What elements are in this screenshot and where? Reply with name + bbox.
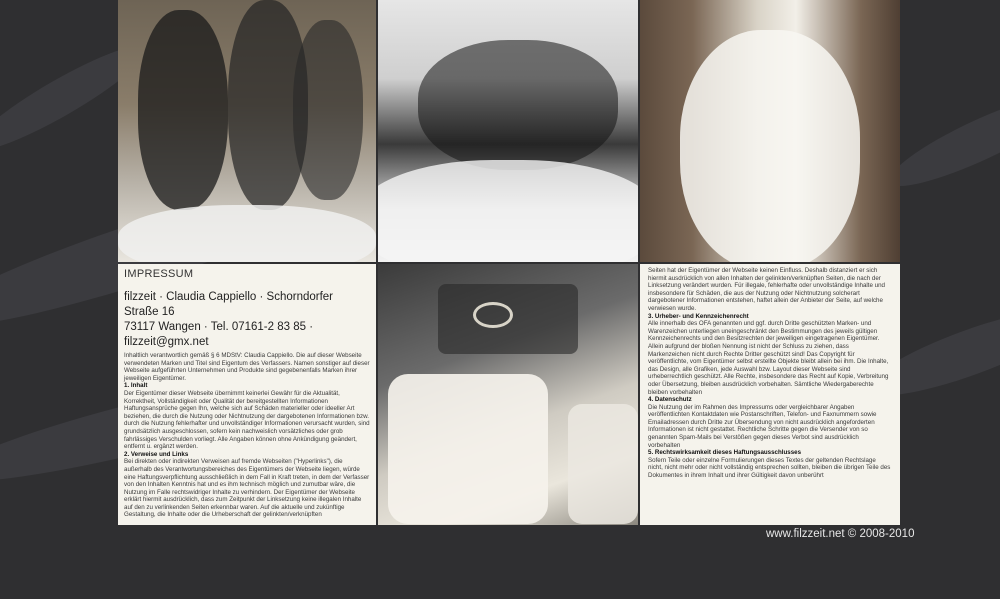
- intro-text: Inhaltlich verantwortlich gemäß § 6 MDStV: Claudia Cappiello. Die auf dieser Webseite verwendeten Marken und Titel sind Eigentum des Verfassers. Namen sonstiger auf dieser Webseite aufgeführten Unternehmen und Produkte sind gegebenenfalls Marken ihrer jeweiligen Eigentümer.: [124, 352, 370, 382]
- section-text: Bei direkten oder indirekten Verweisen auf fremde Webseiten ("Hyperlinks"), die außerhalb des Verantwortungsbereiches des Eigentümers der Webseite liegen, würde eine Haftungsverpflichtung ausschließlich in dem Fall in Kraft treten, in dem der Verfasser von den Inhalten Kenntnis hat und es ihm technisch möglich und zumutbar wäre, die Nutzung im Falle rechtswidriger Inhalte zu verhindern. Der Eigentümer der Webseite erklärt hiermit ausdrücklich, dass zum Zeitpunkt der Linksetzung keine illegalen Inhalte auf den zu verlinkenden Seiten erkennbar waren. Auf die aktuelle und zukünftige Gestaltung, die Inhalte oder die Urheberschaft der gelinkten/verknüpften: [124, 458, 370, 519]
- section-text: Der Eigentümer dieser Webseite übernimmt keinerlei Gewähr für die Aktualität, Korrektheit, Vollständigkeit oder Qualität der bereitgestellten Informationen Haftungsansprüche gegen Ihn, welche sich auf Schäden materieller oder ideeller Art beziehen, die durch die Nutzung oder Nichtnutzung der dargebotenen Informationen bzw. durch die Nutzung fehlerhafter und unvollständiger Informationen verursacht wurden, sind grundsätzlich ausgeschlossen, sofern kein nachweislich vorsätzliches oder grob fahrlässiges Verschulden vorliegt. Alle Angaben können ohne Ankündigung geändert, entfernt u. ergänzt werden.: [124, 389, 370, 451]
- section-heading: 5. Rechtswirksamkeit dieses Haftungsausschlusses: [648, 449, 802, 457]
- felt-photo-dark-fleece: [118, 0, 376, 262]
- section-text: Die Nutzung der im Rahmen des Impressums oder vergleichbarer Angaben veröffentlichten Kontaktdaten wie Postanschriften, Telefon- und Faxnummern sowie Emailadressen durch Dritte zur Übersendung von nicht ausdrücklich angeforderten Informationen ist nicht gestattet. Rechtliche Schritte gegen die Versender von so genannten Spam-Mails bei Verstößen gegen dieses Verbot sind ausdrücklich vorbehalten: [648, 403, 877, 449]
- felt-photo-bw-fleece: [378, 0, 638, 262]
- impressum-panel: [118, 264, 376, 525]
- section-heading: 2. Verweise und Links: [124, 450, 189, 458]
- section-heading: 4. Datenschutz: [648, 396, 692, 404]
- impressum-heading: IMPRESSUM: [124, 268, 194, 280]
- footer-copyright: www.filzzeit.net © 2008-2010: [766, 528, 915, 540]
- section-text: Seiten hat der Eigentümer der Webseite keinen Einfluss. Deshalb distanziert er sich hiermit ausdrücklich von allen Inhalten der gelinkten/verknüpften Seiten, die nach der Linksetzung verändert wurden. Für illegale, fehlerhafte oder unvollständige Inhalte und insbesondere für Schäden, die aus der Nutzung oder Nichtnutzung solcherart dargebotener Informationen entstehen, haftet allein der Anbieter der Seite, auf welche verwiesen wurde.: [648, 267, 885, 312]
- section-heading: 1. Inhalt: [124, 382, 148, 390]
- spiral-icon: [473, 302, 513, 328]
- section-heading: 3. Urheber- und Kennzeichenrecht: [648, 312, 749, 320]
- impressum-panel-continued: [640, 264, 900, 525]
- section-text: Sofern Teile oder einzelne Formulierungen dieses Textes der geltenden Rechtslage nicht, nicht mehr oder nicht vollständig entsprechen sollten, bleiben die übrigen Teile des Dokumentes in ihrem Inhalt und ihrer Gültigkeit davon unberührt: [648, 456, 891, 480]
- felt-photo-bowls: [378, 264, 638, 525]
- felt-photo-white-fleece: [640, 0, 900, 262]
- contact-line-2: 73117 Wangen · Tel. 07161-2 83 85 · filzzeit@gmx.net: [124, 321, 314, 348]
- section-text: Alle innerhalb des OFA genannten und ggf. durch Dritte geschützten Marken- und Warenzeichen unterliegen uneingeschränkt den Bestimmungen des jeweils gültigen Kennzeichenrechts und den Besitzrechten der jeweiligen eingetragenen Eigentümer. Allein aufgrund der bloßen Nennung ist nicht der Schluss zu ziehen, dass Markenzeichen nicht durch Rechte Dritter geschützt sind! Das Copyright für veröffentlichte, vom Eigentümer selbst erstellte Objekte bleibt allein bei ihm. Die Inhalte, das Design, alle Grafiken, jede Auswahl bzw. Layout dieser Webseite sind urheberrechtlich geschützt. Alle Rechte, insbesondere das Recht auf Kopie, Verbreitung oder Übersetzung, bleiben ausdrücklich vorbehalten. Sämtliche Wiedergaberechte bleiben vorbehalten: [648, 320, 889, 396]
- content-stage: [118, 0, 900, 525]
- contact-line-1: filzzeit · Claudia Cappiello · Schorndorfer Straße 16: [124, 291, 334, 318]
